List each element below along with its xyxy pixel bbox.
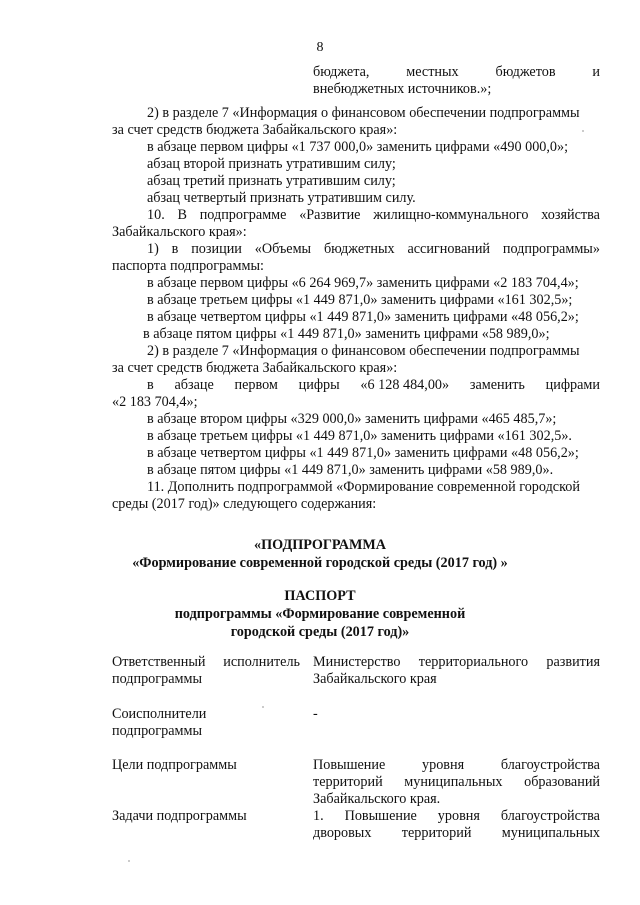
text-line: за счет средств бюджета Забайкальского края»: xyxy=(112,122,398,138)
text-line: «2 183 704,4»; xyxy=(112,394,198,410)
word: Ответственный xyxy=(112,654,206,670)
text-line xyxy=(147,207,600,224)
word: территорий xyxy=(313,774,383,790)
text-line xyxy=(313,757,600,774)
word: 1) xyxy=(147,241,159,257)
text-line: абзац второй признать утратившим силу; xyxy=(147,156,396,172)
word: абзаце xyxy=(174,377,214,393)
text-line: за счет средств бюджета Забайкальского края»: xyxy=(112,360,398,376)
word: ассигнований xyxy=(407,241,491,257)
word: в xyxy=(147,377,154,393)
page-number: 8 xyxy=(316,40,324,55)
text-line xyxy=(112,654,300,671)
word: подпрограмме xyxy=(199,207,287,223)
text-line: 2) в разделе 7 «Информация о финансовом обеспечении подпрограммы xyxy=(147,343,580,359)
text-line: в абзаце первом цифры «1 737 000,0» заменить цифрами «490 000,0»; xyxy=(147,139,569,155)
text-line: внебюджетных источников.»; xyxy=(313,81,492,97)
heading-line: городской среды (2017 год)» xyxy=(230,624,410,640)
word: 1. xyxy=(313,808,324,824)
word: Повышение xyxy=(313,757,386,773)
word: В xyxy=(177,207,187,223)
text-line xyxy=(147,241,600,258)
text-line xyxy=(313,654,600,671)
scan-speck xyxy=(262,706,264,708)
text-line: абзац третий признать утратившим силу; xyxy=(147,173,396,189)
word: благоустройства xyxy=(500,808,600,824)
text-line xyxy=(147,377,600,394)
word: бюджетов xyxy=(495,64,556,80)
text-line: в абзаце втором цифры «329 000,0» заменить цифрами «465 485,7»; xyxy=(147,411,557,427)
text-line xyxy=(313,774,600,791)
word: и xyxy=(592,64,600,80)
text-line xyxy=(313,64,600,81)
word: развития xyxy=(546,654,600,670)
scan-speck xyxy=(582,130,584,132)
heading-line: подпрограммы «Формирование современной xyxy=(174,606,466,622)
word: муниципальных xyxy=(501,825,600,841)
text-line xyxy=(313,825,600,842)
word: позиции xyxy=(191,241,242,257)
text-line: в абзаце третьем цифры «1 449 871,0» заменить цифрами «161 302,5»; xyxy=(147,292,573,308)
text-line: Забайкальского края. xyxy=(313,791,441,807)
text-line: 11. Дополнить подпрограммой «Формирование современной городской xyxy=(147,479,580,495)
word: исполнитель xyxy=(223,654,300,670)
word: 10. xyxy=(147,207,165,223)
text-line: в абзаце первом цифры «6 264 969,7» заменить цифрами «2 183 704,4»; xyxy=(147,275,579,291)
text-line: Забайкальского края»: xyxy=(112,224,247,240)
word: «Объемы xyxy=(254,241,312,257)
text-line: Забайкальского края xyxy=(313,671,437,687)
word: в xyxy=(171,241,179,257)
word: местных xyxy=(406,64,459,80)
text-line: - xyxy=(313,706,318,722)
word: Повышение xyxy=(344,808,417,824)
word: территориального xyxy=(418,654,529,670)
word: образований xyxy=(524,774,600,790)
text-line: в абзаце третьем цифры «1 449 871,0» заменить цифрами «161 302,5». xyxy=(147,428,572,444)
text-line: в абзаце пятом цифры «1 449 871,0» заменить цифрами «58 989,0»; xyxy=(143,326,550,342)
text-line: Задачи подпрограммы xyxy=(112,808,247,824)
word: первом xyxy=(234,377,278,393)
word: «Развитие xyxy=(299,207,361,223)
heading-line: «ПОДПРОГРАММА xyxy=(253,537,387,553)
text-line: в абзаце четвертом цифры «1 449 871,0» заменить цифрами «48 056,2»; xyxy=(147,309,579,325)
word: «6 128 484,00» xyxy=(360,377,450,393)
text-line: подпрограммы xyxy=(112,671,202,687)
word: заменить xyxy=(469,377,525,393)
word: муниципальных xyxy=(404,774,503,790)
word: территорий xyxy=(401,825,472,841)
text-line xyxy=(313,808,600,825)
word: дворовых xyxy=(313,825,372,841)
text-line: абзац четвертый признать утратившим силу. xyxy=(147,190,416,206)
text-line: 2) в разделе 7 «Информация о финансовом обеспечении подпрограммы xyxy=(147,105,580,121)
text-line: Цели подпрограммы xyxy=(112,757,237,773)
scan-speck xyxy=(128,860,130,862)
text-line: в абзаце пятом цифры «1 449 871,0» заменить цифрами «58 989,0». xyxy=(147,462,554,478)
word: цифры xyxy=(298,377,340,393)
text-line: среды (2017 год)» следующего содержания: xyxy=(112,496,377,512)
heading-line: «Формирование современной городской среды (2017 год) » xyxy=(132,555,508,571)
text-line: Соисполнители xyxy=(112,706,207,722)
text-line: подпрограммы xyxy=(112,723,202,739)
word: уровня xyxy=(422,757,465,773)
word: цифрами xyxy=(545,377,600,393)
word: Министерство xyxy=(313,654,401,670)
word: бюджета, xyxy=(313,64,370,80)
word: благоустройства xyxy=(500,757,600,773)
text-line: паспорта подпрограммы: xyxy=(112,258,264,274)
word: уровня xyxy=(437,808,480,824)
word: подпрограммы» xyxy=(502,241,600,257)
word: бюджетных xyxy=(323,241,395,257)
word: жилищно-коммунального xyxy=(373,207,529,223)
word: хозяйства xyxy=(541,207,600,223)
heading-line: ПАСПОРТ xyxy=(284,588,356,604)
text-line: в абзаце четвертом цифры «1 449 871,0» заменить цифрами «48 056,2»; xyxy=(147,445,579,461)
